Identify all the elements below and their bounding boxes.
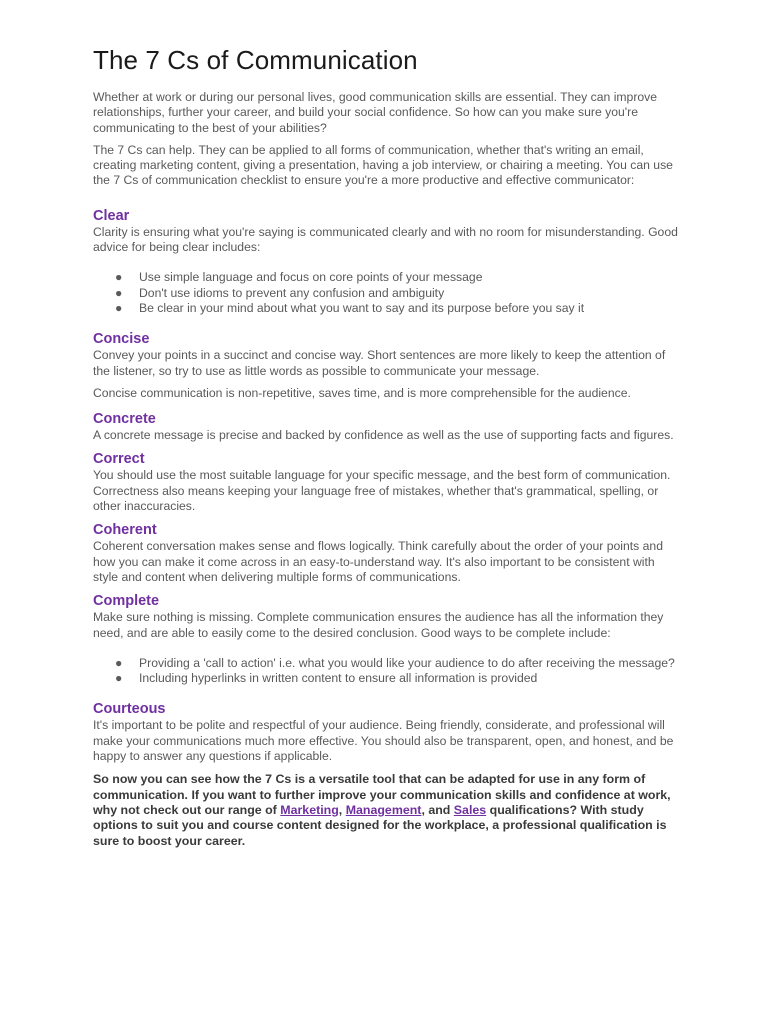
complete-bullet-list [93, 656, 678, 687]
complete-paragraph: Make sure nothing is missing. Complete communication ensures the audience has all the information they need, and are able to easily come to the desired conclusion. Good ways to be complete include: [93, 610, 664, 640]
list-item: ● Including hyperlinks in written content to ensure all information is provided [115, 671, 538, 686]
section-heading-coherent: Coherent [93, 522, 157, 539]
page-title: The 7 Cs of Communication [93, 45, 418, 75]
section-heading-correct: Correct [93, 451, 145, 468]
bullet-icon: ● [115, 285, 123, 300]
intro-paragraph-1: Whether at work or during our personal lives, good communication skills are essential. They can improve relationships, further your career, and build your social confidence. So how can you make sure you're communicating to the best of your abilities? [93, 90, 658, 135]
closing-paragraph: So now you can see how the 7 Cs is a versatile tool that can be adapted for use in any form of communication. If you want to further improve your communication skills and confidence at work, why not check out our range of Marketing, Management, and Sales qualifications? With study options to suit you and course content designed for the workplace, a professional qualification is sure to boost your career. [93, 772, 671, 848]
list-item: ● Providing a 'call to action' i.e. what you would like your audience to do after receiving the message? [115, 655, 675, 670]
section-heading-concrete: Concrete [93, 411, 156, 428]
bullet-icon: ● [115, 671, 123, 686]
section-heading-complete: Complete [93, 593, 160, 610]
coherent-paragraph: Coherent conversation makes sense and flows logically. Think carefully about the order of your points and how you can make it come across in an easy-to-understand way. It's also important to be consistent with style and content when delivering multiple forms of communications. [93, 539, 663, 584]
bullet-icon: ● [115, 655, 123, 670]
courteous-paragraph: It's important to be polite and respectful of your audience. Being friendly, considerate, and professional will make your communications much more effective. You should also be transparent, open, and honest, and be happy to answer any questions if applicable. [93, 718, 674, 764]
section-heading-concise: Concise [93, 331, 150, 348]
correct-paragraph: You should use the most suitable language for your specific message, and the best form of communication. Correctness also means keeping your language free of mistakes, whether that's grammatical, spelling, or other inaccuracies. [93, 468, 671, 514]
management-link[interactable]: Management [345, 802, 422, 817]
sales-link[interactable]: Sales [453, 802, 487, 817]
section-heading-clear: Clear [93, 207, 130, 224]
list-item: ● Be clear in your mind about what you want to say and its purpose before you say it [115, 300, 585, 315]
list-item: ● Use simple language and focus on core points of your message [115, 270, 483, 285]
clear-paragraph: Clarity is ensuring what you're saying is communicated clearly and with no room for misunderstanding. Good advice for being clear includes: [93, 224, 678, 255]
concrete-paragraph: A concrete message is precise and backed by confidence as well as the use of supporting facts and figures. [93, 428, 674, 443]
intro-paragraph-2: The 7 Cs can help. They can be applied to all forms of communication, whether that's writing an email, creating marketing content, giving a presentation, having a job interview, or chairing a meeting. You can use the 7 Cs of communication checklist to ensure you're a more productive and effective communicator: [93, 142, 673, 188]
bullet-icon: ● [115, 270, 123, 285]
concise-paragraph-1: Convey your points in a succinct and concise way. Short sentences are more likely to keep the attention of the listener, so try to use as little words as possible to communicate your message. [93, 348, 666, 378]
list-item: ● Don't use idioms to prevent any confusion and ambiguity [115, 285, 445, 300]
clear-bullet-list [93, 270, 678, 316]
section-heading-courteous: Courteous [93, 701, 166, 718]
bullet-icon: ● [115, 300, 123, 315]
marketing-link[interactable]: Marketing [280, 802, 339, 817]
concise-paragraph-2: Concise communication is non-repetitive, saves time, and is more comprehensible for the audience. [93, 385, 631, 400]
document-body [93, 43, 678, 849]
